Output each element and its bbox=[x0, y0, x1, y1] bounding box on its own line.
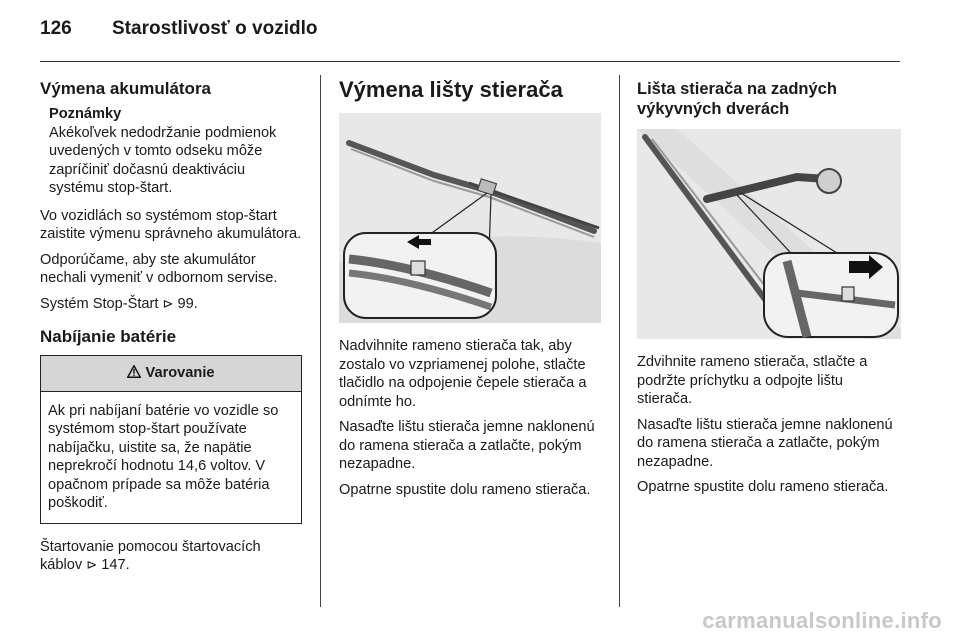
subsection-title-charging: Nabíjanie batérie bbox=[40, 327, 177, 346]
paragraph: Nadvihnite rameno stierača tak, aby zostalo vo vzpriamenej polohe, stlačte tlačidlo na odpojenie čepele stierača a odnímte ho. bbox=[339, 338, 587, 410]
paragraph: Zdvihnite rameno stierača, stlačte a podržte príchytku a odpojte lištu stierača. bbox=[637, 354, 868, 407]
paragraph-with-ref bbox=[40, 538, 302, 575]
paragraph: Opatrne spustite dolu rameno stierača. bbox=[339, 481, 591, 498]
section-title-wiper: Výmena lišty stierača bbox=[339, 77, 563, 102]
page-header bbox=[40, 18, 317, 40]
wiper-blade-illustration bbox=[339, 113, 601, 323]
warning-header bbox=[41, 356, 301, 392]
section-title-battery: Výmena akumulátora bbox=[40, 79, 212, 98]
cross-reference-arrow-icon: ⊳ bbox=[162, 295, 174, 311]
column-rear-wiper bbox=[637, 75, 901, 504]
note-text: Akékoľvek nedodržanie podmienok uvedených v tomto odseku môže zapríčiniť dočasnú deaktiváciu systému stop-štart. bbox=[49, 124, 277, 196]
warning-triangle-icon bbox=[127, 365, 145, 381]
watermark: carmanualsonline.info bbox=[702, 608, 942, 633]
note-block bbox=[49, 105, 302, 198]
column-divider bbox=[320, 75, 321, 607]
section-title-rear-wiper: Lišta stierača na zadných výkyvných dverách bbox=[637, 80, 837, 118]
paragraph: Nasaďte lištu stierača jemne naklonenú do ramena stierača a zatlačte, pokým nezapadne. bbox=[637, 416, 893, 470]
paragraph: Odporúčame, aby ste akumulátor nechali vymeniť v odbornom servise. bbox=[40, 251, 278, 286]
paragraph-text: Štartovanie pomocou štartovacích káblov bbox=[40, 538, 261, 573]
paragraph: Vo vozidlách so systémom stop-štart zaistite výmenu správneho akumulátora. bbox=[40, 207, 302, 242]
paragraph-text: Systém Stop-Štart bbox=[40, 295, 159, 312]
rear-wiper-illustration bbox=[637, 129, 901, 339]
warning-title: Varovanie bbox=[145, 365, 215, 381]
column-wiper-blade bbox=[339, 75, 601, 506]
cross-reference-arrow-icon: ⊳ bbox=[86, 557, 98, 572]
page-reference[interactable]: 99. bbox=[177, 295, 198, 312]
warning-text: Ak pri nabíjaní batérie vo vozidle so systémom stop-štart používate nabíjačku, uistite sa, že napätie neprekročí hodnotu 14,6 voltov. V opačnom prípade sa môže batéria poškodiť. bbox=[48, 402, 279, 511]
page-number: 126 bbox=[40, 18, 72, 39]
warning-box bbox=[40, 355, 302, 524]
column-divider bbox=[619, 75, 620, 607]
header-rule bbox=[40, 61, 900, 62]
paragraph-with-ref bbox=[40, 295, 302, 314]
note-title: Poznámky bbox=[49, 106, 122, 122]
page-title: Starostlivosť o vozidlo bbox=[112, 18, 318, 39]
page-reference[interactable]: 147. bbox=[101, 557, 130, 573]
paragraph: Opatrne spustite dolu rameno stierača. bbox=[637, 479, 889, 495]
paragraph: Nasaďte lištu stierača jemne naklonenú do ramena stierača a zatlačte, pokým nezapadne. bbox=[339, 419, 595, 472]
column-battery bbox=[40, 75, 302, 582]
